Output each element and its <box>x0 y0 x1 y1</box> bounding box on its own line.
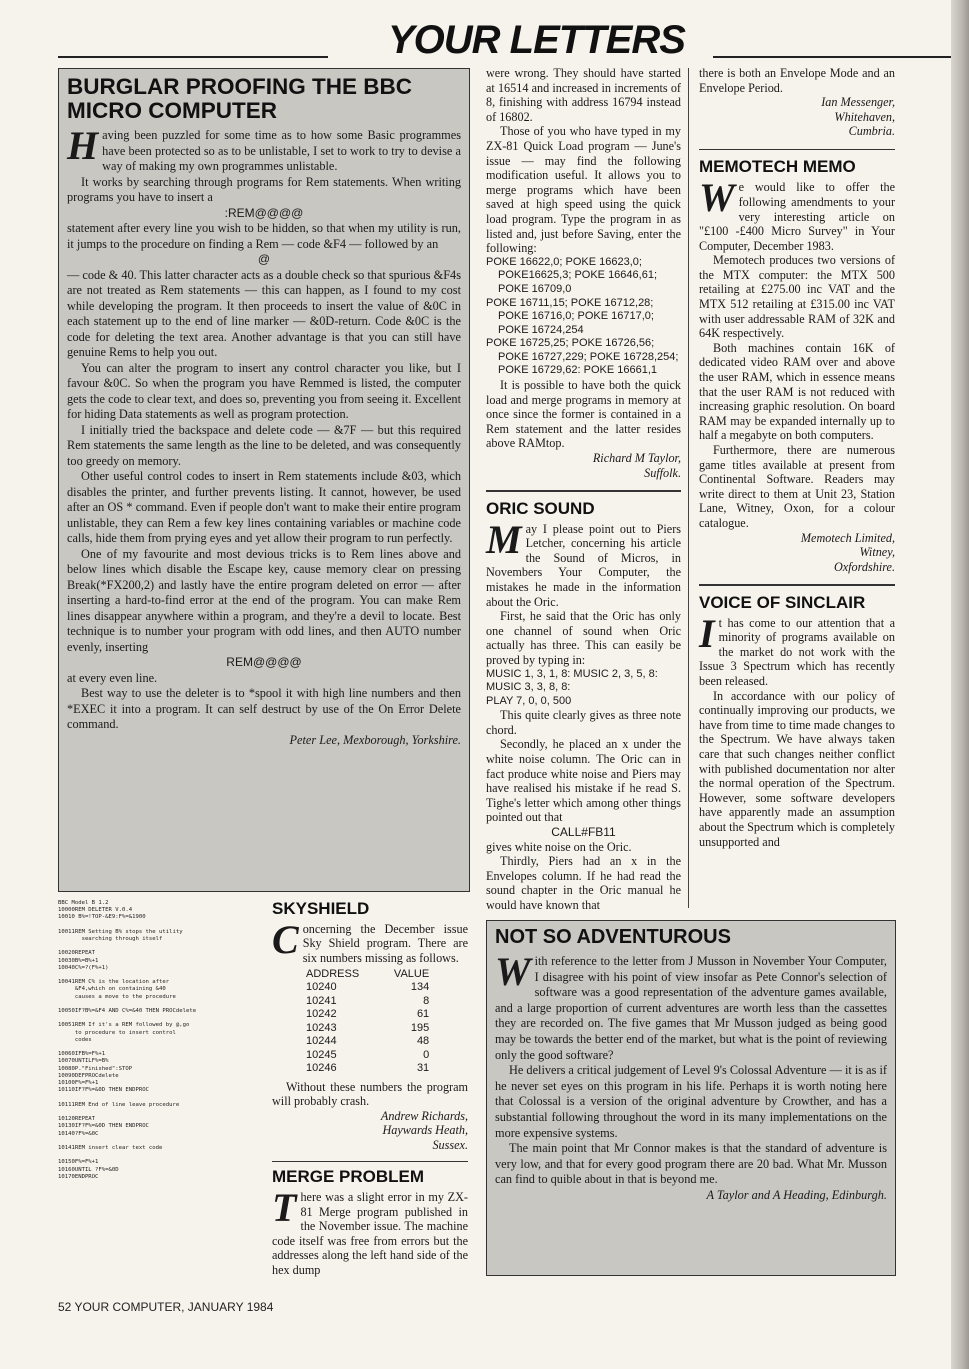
listing-line <box>58 922 258 929</box>
divider <box>486 490 681 492</box>
paragraph: Those of you who have typed in my ZX-81 Quick Load program — June's issue — may find the following modification useful. It allows you to merge programs which have been saved at high speed using the quick load program. Type the program in as listed and, just before Saving, enter the following: <box>486 124 681 256</box>
letter-heading: MERGE PROBLEM <box>272 1167 425 1187</box>
paragraph: oncerning the December issue Sky Shield program. There are six numbers missing as follows. <box>302 921 468 966</box>
code-line: PLAY 7, 0, 0, 500 <box>486 694 572 707</box>
signature: Sussex. <box>432 1138 468 1152</box>
drop-cap: T <box>272 1184 297 1230</box>
listing-line <box>58 1152 258 1159</box>
masthead-rule-left <box>58 56 328 58</box>
listing-line: 10140?F%=&0C <box>58 1130 99 1137</box>
listing-line: 10070UNTILF%=B% <box>58 1058 109 1065</box>
code-line: POKE 16711,15; POKE 16712,28; <box>486 296 654 309</box>
letter-burglar-proofing <box>58 68 470 892</box>
listing-line: 10011REM Setting B% stops the utility <box>58 928 183 935</box>
paragraph: here was a slight error in my ZX-81 Merge program published in the November issue. The machine code itself was free from errors but the addresses along the left hand side of the hex dump <box>272 1189 468 1277</box>
paragraph: One of my favourite and most devious tricks is to Rem lines above and below lines which disable the Escape key, cause memory clear on pressing Break(*FX200,2) and lastly have the entire program deleted on error — after inserting a hard-to-find error at the end of the program. You can make Rem lines disappear anywhere within a program, and they're a devil to locate. Best technique is to number your program with odd lines, and then AUTO number evenly, inserting <box>67 546 461 654</box>
paragraph: You can alter the program to insert any control character you like, but I favour &0C. So when the program you have Remmed is listed, the computer gets the code to clear text, and does so, preventing you from seeing it. Excellent for hiding Data statements as well as program protection. <box>67 360 461 422</box>
code-line: POKE 16724,254 <box>498 323 584 336</box>
paragraph: Best way to use the deleter is to *spool it with high line numbers and then *EXEC it into a program. It can self destruct by use of the On Error Delete command. <box>67 686 461 732</box>
listing-line: 10040C%=?(F%+1) <box>58 964 109 971</box>
letter-memotech <box>699 175 895 574</box>
listing-line <box>58 943 258 950</box>
listing-line: 10000REM DELETER V.0.4 <box>58 907 133 914</box>
paragraph: I initially tried the backspace and delete code — &7F — but this required Rem statements the same length as the line to be deleted, and was consequently too greedy on memory. <box>67 422 461 468</box>
letter-heading: ORIC SOUND <box>486 498 595 518</box>
listing-line: 10020REPEAT <box>58 950 96 957</box>
paragraph: t has come to our attention that a minority of programs available on the market do not work with the Issue 3 Spectrum which has recently been released. <box>699 615 895 689</box>
letter-merge-cont <box>486 66 681 480</box>
paragraph: there is both an Envelope Mode and an Envelope Period. <box>699 66 895 95</box>
paragraph: In accordance with our policy of continually improving our products, we have from time to time made changes to the Spectrum. We have always taken care that such changes neither conflict with published documentation nor alter the normal operation of the Spectrum. However, some software developers have apparently made an assumption about the Spectrum which is completely unsupported and <box>699 688 895 849</box>
paragraph: — code & 40. This latter character acts as a double check so that spurious &F4s are not treated as Rem statements — this can happen, as I found to my cost while developing the program. It then proceeds to insert the value of &0C in each statement up to the end of line marker — &0D-return. Code &0C is the code for deleting the text area. Another advantage is that you can still have genuine Rems to help you out. <box>67 267 461 360</box>
signature: Whitehaven, <box>834 109 895 124</box>
letter-oric-cont <box>699 66 895 139</box>
drop-cap: I <box>699 610 715 656</box>
listing-line: 10111REM End of line leave procedure <box>58 1101 180 1108</box>
paragraph: statement after every line you wish to be hidden, so that when my utility is run, it jumps to the procedure on finding a Rem — code &F4 — followed by an <box>67 221 461 251</box>
paragraph: aving been puzzled for some time as to how some Basic programmes have been protected so as to be unlistable, I set to work to try to devise a way of making my own programmes unlistable. <box>102 128 461 174</box>
signature: Richard M Taylor, <box>592 451 681 466</box>
signature: Oxfordshire. <box>833 559 895 574</box>
listing-line: 10170ENDPROC <box>58 1173 99 1180</box>
column-rule <box>688 68 689 908</box>
divider <box>272 1161 468 1163</box>
letter-heading: SKYSHIELD <box>272 899 370 918</box>
table-row: 10244 48 <box>306 1035 430 1048</box>
listing-line: 10100F%=F%+1 <box>58 1080 99 1087</box>
paragraph: Both machines contain 16K of dedicated video RAM over and above the user RAM, which in essence means that the user RAM is not reduced with increasing graphic resolution. On board RAM may be expanded internally up to half a megabyte on both computers. <box>699 340 895 443</box>
code-line: MUSIC 1, 3, 1, 8: MUSIC 2, 3, 5, 8: <box>486 667 658 680</box>
listing-line: 10130IF?F%=&0D THEN ENDPROC <box>58 1123 149 1130</box>
listing-line: 10160UNTIL ?F%=&0D <box>58 1166 119 1173</box>
table-row: 10242 61 <box>306 1008 430 1021</box>
letter-body <box>67 123 461 748</box>
paragraph: Memotech produces two versions of the MTX computer: the MTX 500 retailing at £275.00 inc VAT and the MTX 512 retailing at £315.00 inc VAT with user addressable RAM of 32K and 64K respectively. <box>699 253 895 341</box>
table-row: 10245 0 <box>306 1048 430 1061</box>
signature: Witney, <box>859 545 895 560</box>
letter-sinclair <box>699 610 895 850</box>
address-table <box>306 968 429 1076</box>
column-middle <box>486 66 681 913</box>
divider <box>699 584 895 586</box>
listing-line <box>58 1138 258 1145</box>
signature: Suffolk. <box>644 465 681 480</box>
drop-cap: W <box>699 175 735 221</box>
divider <box>699 149 895 151</box>
code-line: :REM@@@@ <box>224 205 304 220</box>
code-line: @ <box>257 252 271 267</box>
paragraph: were wrong. They should have started at 16514 and increased in increments of 8, finishing with address 16794 instead of 16802. <box>486 66 681 124</box>
listing-line <box>58 1001 258 1008</box>
page-footer: 52 YOUR COMPUTER, JANUARY 1984 <box>58 1300 274 1314</box>
code-line: POKE 16709,0 <box>498 282 572 295</box>
signature: Cumbria. <box>848 124 895 139</box>
listing-line <box>58 972 258 979</box>
listing-line: 10080P."Finished":STOP <box>58 1065 133 1072</box>
signature: Ian Messenger, <box>821 95 895 110</box>
masthead <box>58 18 958 62</box>
listing-line: 10051REM If it's a REM followed by @,go <box>58 1022 190 1029</box>
table-row: 10241 8 <box>306 994 430 1007</box>
drop-cap: W <box>495 949 531 994</box>
listing-line: 10090DEFPROCdelete <box>58 1072 119 1079</box>
code-line: POKE 16725,25; POKE 16726,56; <box>486 337 655 350</box>
drop-cap: H <box>67 123 99 169</box>
code-line: POKE16625,3; POKE 16646,61; <box>498 269 658 282</box>
signature: Peter Lee, Mexborough, Yorkshire. <box>289 732 461 747</box>
listing-line: to procedure to insert control <box>58 1029 176 1036</box>
table-header: VALUE <box>393 967 430 980</box>
listing-line <box>58 1015 258 1022</box>
code-line: POKE 16622,0; POKE 16623,0; <box>486 255 642 268</box>
listing-line: 10050IF?B%=&F4 AND C%=&40 THEN PROCdelete <box>58 1008 197 1015</box>
drop-cap: M <box>486 516 522 562</box>
listing-line <box>58 1094 258 1101</box>
paragraph: It works by searching through programs for Rem statements. When writing programs you have to insert a <box>67 174 461 205</box>
drop-cap: C <box>272 916 299 962</box>
letter-heading: NOT SO ADVENTUROUS <box>495 926 731 948</box>
listing-line: 10150F%=F%+1 <box>58 1159 99 1166</box>
code-line: CALL#FB11 <box>551 825 616 840</box>
listing-line: BBC Model B 1.2 <box>58 900 109 906</box>
letter-heading: MEMOTECH MEMO <box>699 157 856 177</box>
code-line: MUSIC 3, 3, 8, 8: <box>486 681 571 694</box>
code-line: REM@@@@ <box>226 655 302 670</box>
program-listing <box>58 900 258 1280</box>
table-row: 10243 195 <box>306 1021 430 1034</box>
paragraph: Thirdly, Piers had an x in the Envelopes column. If he had read the sound chapter in the Oric manual he would have known that <box>486 854 681 912</box>
listing-line: 10120REPEAT <box>58 1116 96 1123</box>
signature: Andrew Richards, <box>380 1108 468 1123</box>
listing-line <box>58 1109 258 1116</box>
letter-heading: VOICE OF SINCLAIR <box>699 592 866 612</box>
listing-line <box>58 1044 258 1051</box>
masthead-rule-right <box>713 56 969 58</box>
paragraph: ith reference to the letter from J Musson in November Your Computer, I disagree with his point of view insofar as Pete Connor's selection of software was a good representation of the adventure games available, and a large proportion of current adventures are worth less than the cassettes they are recorded on. The five games that Mr Musson judged as being good may be towards the better end of the market, but what is the point of reviewing only the good software? <box>495 954 887 1062</box>
code-line: POKE 16716,0; POKE 16717,0; <box>498 310 654 323</box>
listing-line: searching through itself <box>58 936 163 943</box>
page-title: YOUR LETTERS <box>388 18 685 62</box>
listing-line: 10110IF?F%=&0D THEN ENDPROC <box>58 1087 149 1094</box>
paragraph: This quite clearly gives as three note chord. <box>486 708 681 737</box>
paragraph: gives white noise on the Oric. <box>486 839 632 854</box>
paragraph: He delivers a critical judgement of Level 9's Colossal Adventure — it is as if he never set eyes on this program in his life. Perhaps it is worth noting here that Colossal is a version of the original adventure by Crowther, and has a substantial following throughout the word in its many implementations on the more expensive systems. <box>495 1063 887 1140</box>
paragraph: at every even line. <box>67 670 158 685</box>
paragraph: e would like to offer the following amendments to your very interesting article on "£100 -£400 Micro Survey" in Your Computer, December 1983. <box>699 180 895 253</box>
table-row: 10246 31 <box>306 1062 430 1075</box>
binding-edge <box>951 0 969 1369</box>
signature: A Taylor and A Heading, Edinburgh. <box>706 1187 887 1202</box>
listing-line: codes <box>58 1036 92 1043</box>
letter-skyshield <box>272 916 468 1153</box>
code-line: POKE 16729,62: POKE 16661,1 <box>498 364 658 377</box>
paragraph: It is possible to have both the quick load and merge programs in memory at once since the former is contained in a Rem statement and the latter resides above RAMtop. <box>486 378 681 451</box>
paragraph: The main point that Mr Connor makes is that the standard of adventure is very low, and that for every good program there are 20 bad. What Mr. Musson can find to quible about in that is beyond me. <box>495 1141 887 1187</box>
listing-line: 10010 B%=!TOP-&E9:F%=&1900 <box>58 914 146 921</box>
listing-line: 10141REM insert clear text code <box>58 1144 163 1151</box>
signature: Haywards Heath, <box>382 1123 468 1138</box>
listing-line: causes a move to the procedure <box>58 993 176 1000</box>
paragraph: ay I please point out to Piers Letcher, concerning his article the Sound of Micros, in Novembers Your Computer, the mistakes he made in the information about the Oric. <box>486 521 681 609</box>
letter-oric <box>486 516 681 913</box>
letter-body <box>495 949 887 1204</box>
listing-line: 10041REM C% is the location after <box>58 979 170 986</box>
paragraph: Without these numbers the program will probably crash. <box>272 1079 468 1109</box>
code-line: POKE 16727,229; POKE 16728,254; <box>498 350 679 363</box>
letter-merge-start <box>272 1184 468 1278</box>
letter-heading: BURGLAR PROOFING THE BBC MICRO COMPUTER <box>67 74 412 123</box>
signature: Memotech Limited, <box>800 530 895 545</box>
table-header: ADDRESS <box>306 967 360 980</box>
paragraph: Furthermore, there are numerous game titles available at present from Continental Software. Readers may write direct to them at Unit 23, Station Lane, Witney, Oxon, for a colour catalogue. <box>699 443 895 530</box>
listing-line: 10030B%=B%+1 <box>58 957 99 964</box>
listing-line: 10060IFB%=F%+1 <box>58 1051 106 1058</box>
column-right <box>699 66 895 849</box>
paragraph: First, he said that the Oric has only one channel of sound when Oric actually has three. This can easily be proved by typing in: <box>486 609 681 667</box>
paragraph: Secondly, he placed an x under the white noise column. The Oric can in fact produce white noise and Piers may have realised his mistake if he read S. Tighe's letter which among other things pointed out that <box>486 737 681 825</box>
column-skyshield-merge <box>272 900 468 1278</box>
paragraph: Other useful control codes to insert in Rem statements include &03, which disables the printer, and further prevents listing. It cannot, however, be used after an OS * command. Even if people don't want to make their entire program unlistable, they can Rem a few key lines containing variables or machine code calls, hide them from prying eyes and yet allow their program to run perfectly. <box>67 469 461 546</box>
table-row: 10240 134 <box>306 981 430 994</box>
listing-line: &F4,which on containing &40 <box>58 986 166 993</box>
letter-not-so-adventurous <box>486 920 896 1276</box>
